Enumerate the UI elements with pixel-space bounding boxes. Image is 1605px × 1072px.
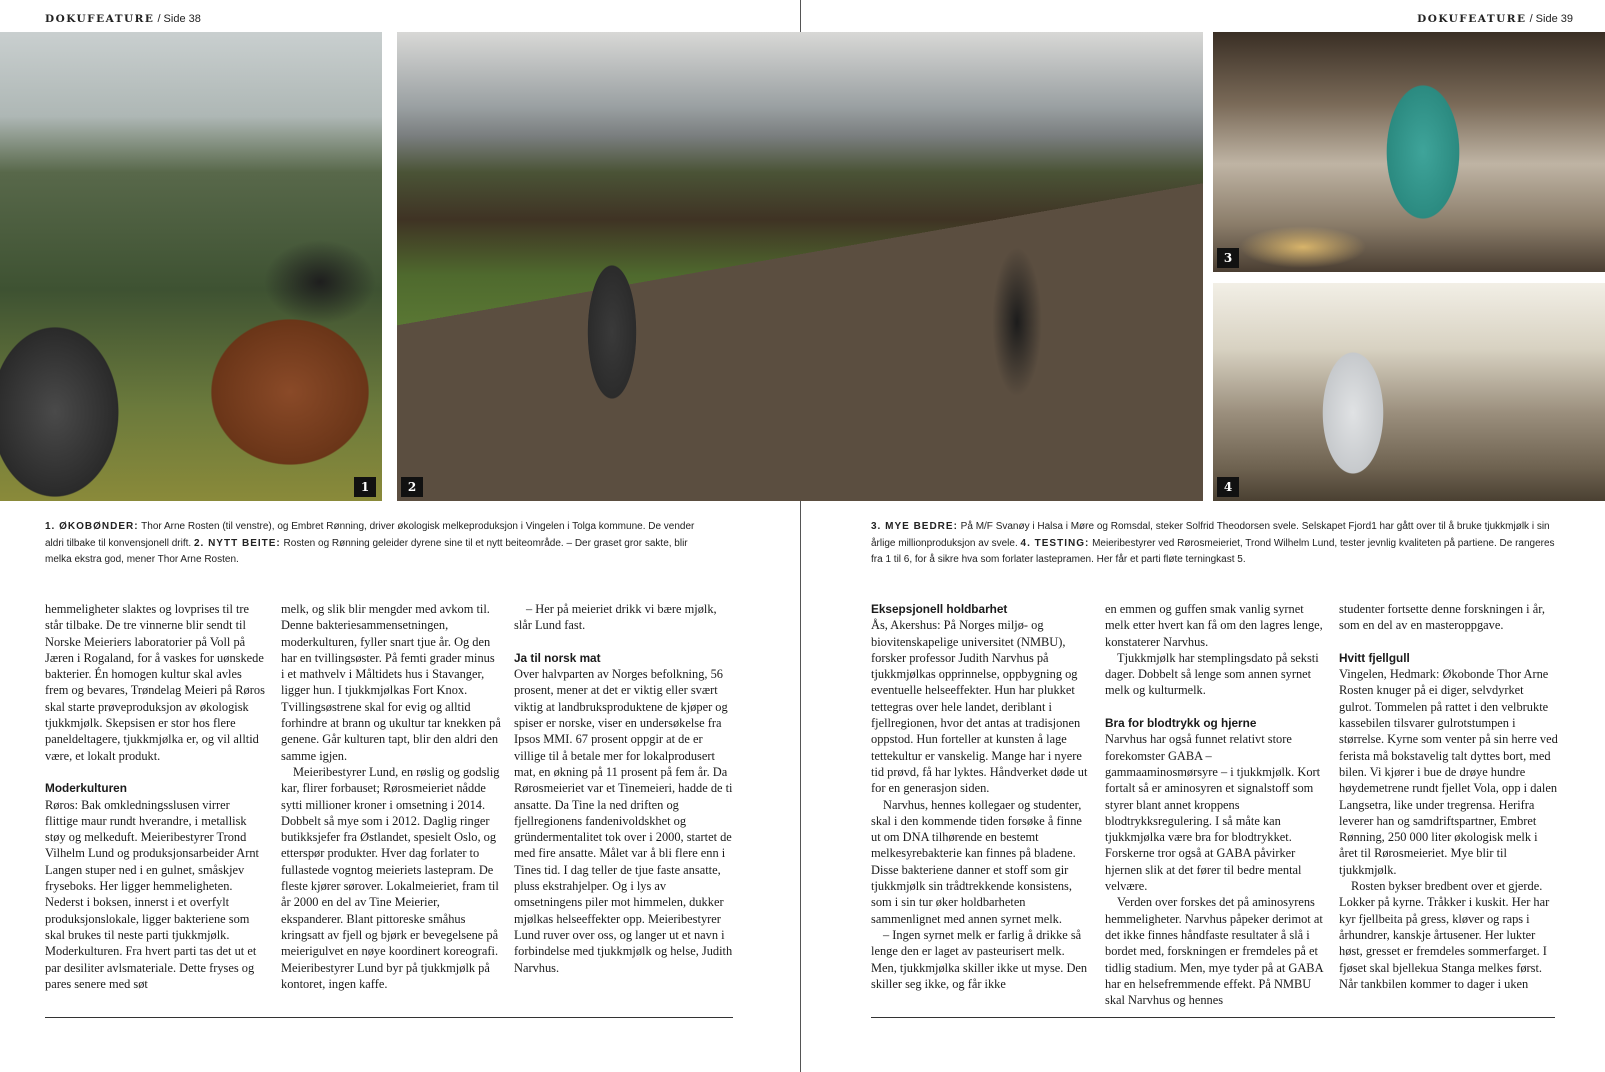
photo-caption-right (871, 519, 1561, 569)
caption-label: 4. TESTING: (1020, 537, 1090, 549)
body-paragraph: Over halvparten av Norges befolkning, 56 prosent, mener at det er viktig eller svært viktig at landbruksproduktene de kjøper og spiser er norske, viser en undersøkelse fra Ipsos MMI. 67 prosent oppgir at de er villige til å betale mer for lokalprodusert mat, en økning på 11 prosent på fem år. Da Rørosmeieriet var et Tinemeieri, hadde de ti ansatte. Da Tine la ned driften og fjellregionens fandenivoldskhet og gründermentalitet tok over i 2000, startet de med fire ansatte. Målet var å bli flere enn i Tines tid. I dag teller de tjue faste ansatte, pluss ekstrahjelper. Og i lys av omsetningens piler mot himmelen, dukker mjølkas helseeffekter opp. Meieribestyrer Lund ruver over oss, og langer ut et navn i forbindelse med tjukkmjølk og helse, Judith Narvhus. (514, 667, 733, 975)
body-paragraph: Ås, Akershus: På Norges miljø- og biovitenskapelige universitet (NMBU), forsker professor Judith Narvhus på tjukkmjølkas opprinnelse, oppbygning og eventuelle helseeffekter. Hun har plukket tettegras over hele landet, deriblant i fjellregionen, hvor det antas at tradisjonen oppstod. Hun forteller at kunsten å lage tettekultur er vanskelig. Mange har i nyere tid prøvd, få har lyktes. Håndverket døde ut for en generasjon siden. (871, 618, 1088, 796)
body-paragraph: studenter fortsette denne forskningen i år, som en del av en masteroppgave. (1339, 602, 1545, 633)
body-paragraph: Røros: Bak omkledningsslusen virrer flittige maur rundt hverandre, i metallisk støy og melkeduft. Meieribestyrer Trond Vilhelm Lund og produksjonsarbeider Arnt Langen stuper ned i en gulnet, småskjev fryseboks. Her ligger hemmeligheten. Nederst i boksen, innerst i et overfylt produksjonslokale, ligger bakteriene som skal brukes til neste parti tjukkmjølk. Moderkulturen. Fra hvert parti tas det ut et par desiliter avlsmateriale. Dette fryses og pares senere med søt (45, 797, 259, 991)
photo-cows-farmers (0, 32, 382, 501)
folio-left (45, 13, 201, 25)
photo-number-badge: 4 (1217, 477, 1239, 497)
text-column-2 (281, 601, 501, 992)
body-paragraph: Narvhus, hennes kollegaer og studenter, skal i den kommende tiden forsøke å finne ut om DNA tilhørende en bestemt melkesyrebakterie kan finnes på bladene. Disse bakteriene danner et stoff som gir tjukkmjølk sin trådtrekkende konsistens, som i sin tur øker holdbarheten sammenlignet med annen syrnet melk. (871, 797, 1082, 926)
body-paragraph: Vingelen, Hedmark: Økobonde Thor Arne Rosten knuger på ei diger, selvdyrket gulrot. Tommelen på rattet i den velbrukte kassebilen tilsvarer gulrotstumpen i størrelse. Kyrne som venter på sin herre ved ferista må bokstavelig talt dyttes bort, med bilen. Vi kjører i bue de drøye hundre høydemetrene rundt fjellet Vola, opp i dalen Langsetra, like under tregrensa. Herifra leverer han og samdriftspartner, Embret Rønning, 250 000 liter økologisk melk i året til Rørosmeieriet. Mye blir til tjukkmjølk. (1339, 667, 1558, 877)
bottom-rule (45, 1017, 733, 1018)
caption-label: 3. MYE BEDRE: (871, 521, 958, 532)
body-paragraph: Tjukkmjølk har stemplingsdato på seksti dager. Dobbelt så lenge som annen syrnet melk og kulturmelk. (1105, 650, 1319, 698)
caption-label: 2. NYTT BEITE: (193, 537, 281, 549)
photo-number-badge: 3 (1217, 248, 1239, 268)
folio-page-number: / Side 39 (1526, 13, 1573, 25)
body-paragraph: Verden over forskes det på aminosyrens hemmeligheter. Narvhus påpeker derimot at det ikke finnes håndfaste resultater å slå i bordet med, forskningen er fremdeles på et tidlig stadium. Men, mye tyder på at GABA har en helsefremmende effekt. På NMBU skal Narvhus og hennes (1105, 895, 1323, 1008)
text-column-6 (1339, 601, 1559, 992)
subheading: Eksepsjonell holdbarhet (871, 602, 1008, 616)
subheading: Hvitt fjellgull (1339, 650, 1410, 665)
text-column-4 (871, 601, 1091, 992)
text-column-1 (45, 601, 265, 992)
body-paragraph: Narvhus har også funnet relativt store forekomster GABA – gammaaminosmørsyre – i tjukkmjølk. Kort fortalt så er aminosyren et signalstoff som styrer blant annet kroppens blodtrykksregulering. I så måte kan tjukkmjølka være bra for blodtrykket. Forskerne tror også at GABA påvirker hjernen slik at det fører til bedre mental velvære. (1105, 732, 1321, 894)
folio-section: DOKUFEATURE (1417, 13, 1527, 25)
text-column-3 (514, 601, 734, 976)
body-paragraph: Rosten bykser bredbent over et gjerde. Lokker på kyrne. Tråkker i kuskit. Her har kyr fjellbeita på gress, kløver og raps i århundrer, kanskje årtusener. Her lukter høst, gresset er fremdeles sommerfarget. I fjøset skal bjellekua Stanga melkes først. Når tankbilen kommer to dager i uken (1339, 879, 1550, 991)
subheading: Moderkulturen (45, 781, 127, 796)
photo-caption-left (45, 519, 715, 569)
caption-text: Rosten og Rønning geleider dyrene sine til et nytt beiteområde. – Der graset gror sakte, blir melka ekstra god, mener Thor Arne Rosten. (45, 537, 688, 565)
body-paragraph: – Her på meieriet drikk vi bære mjølk, slår Lund fast. (514, 602, 717, 633)
caption-text: Meieribestyrer ved Rørosmeieriet, Trond Wilhelm Lund, tester jevnlig kvaliteten på partiene. De rangeres fra 1 til 6, for å sikre hva som forlater lastepramen. Her får et parti fløte terningkast 5. (871, 537, 1555, 565)
subheading: Ja til norsk mat (514, 650, 601, 665)
subheading: Bra for blodtrykk og hjerne (1105, 716, 1257, 731)
bottom-rule (871, 1017, 1555, 1018)
caption-text: På M/F Svanøy i Halsa i Møre og Romsdal, steker Solfrid Theodorsen svele. Selskapet Fjord1 har gått over til å bruke tjukkmjølk i sin årlige millionproduksjon av svele. (871, 521, 1550, 549)
text-column-5 (1105, 601, 1325, 1008)
body-paragraph: Meieribestyrer Lund, en røslig og godslig kar, flirer forbauset; Rørosmeieriet nådde sytti millioner kroner i omsetning i 2014. Dobbelt så mye som i 2012. Daglig ringer butikksjefer fra Østlandet, spesielt Oslo, og etterspør produkter. Hver dag forlater to fullastede vogntog meieriets lastepram. De fleste kjører sørover. Lokalmeieriet, fram til år 2000 en del av Tine Meierier, ekspanderer. Blant pittoreske småhus kringsatt av fjell og bjørk er bevegelsene på meierigulvet en nøye koordinert koreografi. Meieribestyrer Lund byr på tjukkmjølk på kontoret, ingen kaffe. (281, 764, 500, 991)
body-paragraph: – Ingen syrnet melk er farlig å drikke så lenge den er laget av pasteurisert melk. Men, tjukkmjølka skiller ikke ut myse. Den skiller seg ikke, og får ikke (871, 927, 1088, 991)
body-paragraph: melk, og slik blir mengder med avkom til. Denne bakteriesammensetningen, moderkulturen, fyller snart tjue år. Og den har en tvillingsøster. På femti grader minus i et mathvelv i Måltidets hus i Stavanger, ligger hun. I tjukkmjølkas Fort Knox. Tvillingsøstrene skal for evig og alltid forhindre at brann og ukultur tar knekken på genene. Går kulturen tapt, blir den aldri den samme igjen. (281, 602, 501, 763)
folio-page-number: / Side 38 (154, 13, 201, 25)
photo-number-badge: 1 (354, 477, 376, 497)
caption-label: 1. ØKOBØNDER: (45, 521, 139, 532)
photo-number-badge: 2 (401, 477, 423, 497)
folio-section: DOKUFEATURE (45, 13, 155, 25)
body-paragraph: hemmeligheter slaktes og lovprises til tre står tilbake. De tre vinnerne blir sendt til Norske Meieriers laboratorier på Voll på Jæren i Rogaland, for å vaskes for uønskede bakterier. Én homogen kultur skal avles frem og bevares, Trøndelag Meieri på Røros skal starte prøveproduksjon av økologisk tjukkmjølk. Skepsisen er stor hos flere paneldeltagere, tjukkmjølka er, og vil alltid være, et lokalt produkt. (45, 602, 265, 763)
caption-text: Thor Arne Rosten (til venstre), og Embret Rønning, driver økologisk melkeproduksjon i Vingelen i Tolga kommune. De vender aldri tilbake til konvensjonell drift. (45, 521, 695, 549)
body-paragraph: en emmen og guffen smak vanlig syrnet melk etter hvert kan få om den lagres lenge, konstaterer Narvhus. (1105, 602, 1323, 649)
folio-right (1417, 13, 1573, 25)
